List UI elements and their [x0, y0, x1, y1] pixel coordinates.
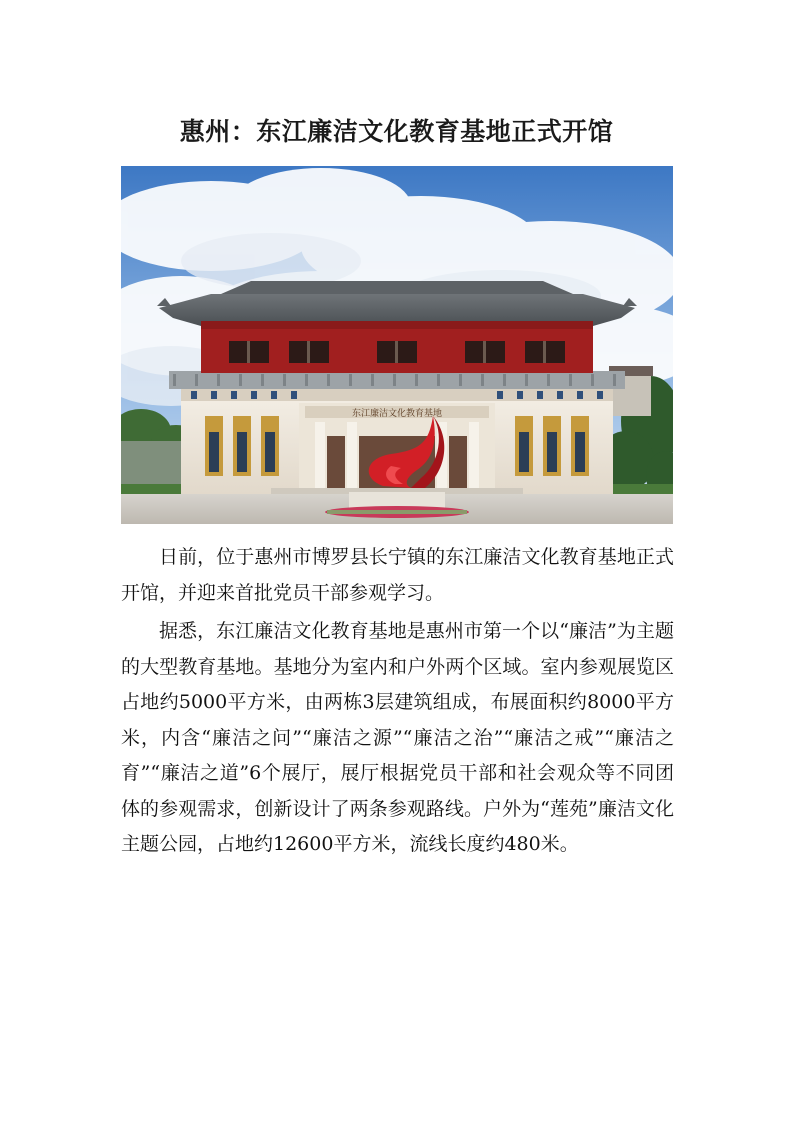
article-paragraph: 据悉，东江廉洁文化教育基地是惠州市第一个以“廉洁”为主题的大型教育基地。基地分为室内和户外两个区域。室内参观展览区占地约5000平方米，由两栋3层建筑组成，布展面积约8000平方米，内含“廉洁之问”“廉洁之源”“廉洁之治”“廉洁之戒”“廉洁之育”“廉洁之道”6个展厅，展厅根据党员干部和社会观众等不同团体的参观需求，创新设计了两条参观路线。户外为“莲苑”廉洁文化主题公园，占地约12600平方米，流线长度约480米。 — [121, 620, 674, 855]
article-paragraph: 日前，位于惠州市博罗县长宁镇的东江廉洁文化教育基地正式开馆，并迎来首批党员干部参观学习。 — [121, 546, 674, 604]
building-photo — [121, 166, 673, 524]
building-signboard-text: 东江廉洁文化教育基地 — [351, 409, 443, 419]
page-title: 惠州：东江廉洁文化教育基地正式开馆 — [179, 117, 614, 146]
article-body — [121, 540, 674, 866]
